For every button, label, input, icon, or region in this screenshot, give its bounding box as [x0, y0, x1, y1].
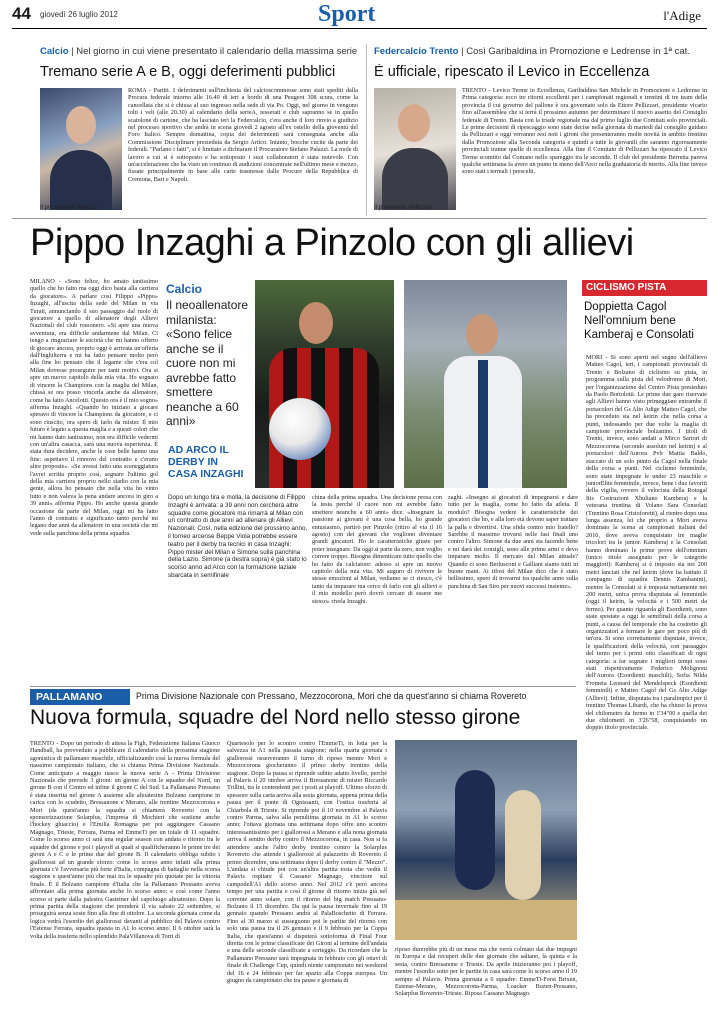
- pallamano-body-col2: Quartesolo per lo scontro contro l'EmmeTi, in lotta per la salvezza in A1 nella passata stagione; nella quarta giornata i giallorossi osserveranno il turno di riposo mentre Mori e Mezzocorona giocheranno il primo derby trentino della stagione. Dopo la pausa si riprende subito adatto livello, perché al Palavis il 20 ottobre arriva il Bressanone di mister Riccardo Trillini, tra le contendenti per i posti ai playoff. Ultimo sforzo di spessore sulla carta arriva alla sesta giornata, appena prima della pausa per il ponte di Ognissanti, con l'ostica trasferta al Chiarbola di Trieste. Si riprende poi il 10 novembre al Palavis contro Parma, salva alla penultima giornata in A1 lo scorso anno; l'ottava giornata una settimana dopo offre uno scontro interessantissimo per i giallorossi a Merano e alla nona giornata arriva il sentito derby contro il Mezzocorona, in casa. Non si fa attendere anche l'altro derby trentino contro la Solarplus Rovereto che attende i giallorossi al palazzetto di Rovereto il primo dicembre, una settimana dopo il derby contro il "Mezzo". L'andata si chiude poi con un'altra partita tosta che vedrà il Palavis ospitare il Cassano Magnago, vincitore sul campodell'A1 dello scorso anno. Nel 2012 c'è però ancora tempo per una partita e così il girone di ritorno inizia già nel corrente anno solare, con il ritorno del big match Pressano-Bolzano il 15 dicembre. Da qui la pausa invernale fino al 19 gennaio quando Pressano andrà al PalaBoschetto di Ferrara. Fino al 30 marzo si susseguono poi le partite del ritorno con solo una pausa tra il 26 gennaio e il 9 febbraio per la Coppa Italia, che quest'anno si disputerà sottoforma di Final Four diretta con le prime classificate dei Gironi al termine dell'andata e una delle seconde classificate a sorteggio. Da ricordare che la Pallamano Pressano sarà impegnata in febbraio con gli ottavi di finale di Challenge Cup, quindi niente campionato nei weekend del 16 e 24 febbraio per far spazio alla Coppa europea. Un giugno da campionato che tra pause e giornata di: [227, 740, 387, 984]
- coach-head-icon: [466, 314, 498, 354]
- top-left-kicker-label: Calcio: [40, 46, 69, 57]
- section-title: Sport: [318, 1, 376, 27]
- court-floor-icon: [395, 900, 577, 940]
- top-left-kicker-rest: | Nel giorno in cui viene presentato il calendario della massima serie: [71, 46, 358, 57]
- pallamano-rule: [30, 686, 576, 687]
- pallamano-body-col3: riposo durerebbe più di un mese ma che verrà colmato dai due impegni in Europa e dai recuperi delle due giornate che saltano, la quinta e la sesta, contro Bressanone e Trieste. Da aprile inizieranno poi i playoff, mentre l'esordio sotto per le partite in casa sarà come lo scorso anno il 19 sempre al Palavis. Prima giornata a 6 squadre: EmmeTi-Forst Brixen, Estense-Merano, Mezzocorona-Parma, Loacker Bozen-Pressano, Solarplus Rovereto-Trieste. Riposa Cassano Magnago.: [395, 946, 577, 998]
- football-icon: [269, 398, 331, 460]
- top-left-photo: [40, 88, 122, 210]
- main-body-col1: MILANO - «Sono felice, ho amato tantissimo quello che ho fatto ma oggi dico basta alla carriera da giocatore». A parlare così Filippo «Pippo» Inzaghi, all'uscita della sede del Milan in via Turati, annunciando il suo passaggio dal ruolo di giocatore a quello di allenatore degli Allievi Nazionali del club rossonero. «Si apre una nuova avventura, era difficile andarmene dal Milan. Ci tengo a ringraziare le società che mi hanno offerto di giocare ancora, proprio oggi è arrivata un'offerta dall'Inghilterra e mi ha fatto pensare molto però alla fine ho pensato che il legame che c'era col Milan dovesse proseguire per tanti motivi. Ora si apre un nuovo capitolo della mia vita. Ho sognato di vincere la Champions con la maglia del Milan, chissà se ora posso vincerla anche da allenatore, come ha fatto Ancelotti. Questo ora è il mio sogno» afferma Inzaghi. «Quando ho iniziato a giocare speravo di vincere la Champions da giocatore, e ci sono riuscito, ora spero di farlo da mister. Il mio futuro è legato a questa maglia e a questi colori che mi hanno dato tantissimo, non era difficile vedermi con un'altra casacca, sarà una nuova esperienza. È stata dura decidere, anche le cose belle hanno una fine: aspettavo il rinnovo del contratto e c'erano altre proposte». «Se avessi fatto una sceneggiatura l'avrei scritta proprio così, segnare l'ultimo gol della mia carriera proprio nello stadio con la mia gente, allora ho pensato che nella vita ho vinto tutto e non valeva la pena andare ancora in giro a 39 anni» afferma Pippo. Ho anche questa grande occasione da parte del Milan, oggi mi ha fatto l'anno di contratto e significano tanto perché mi legano due anni da allenatore in una società che mi vede sulla panchina della prima squadra.: [30, 278, 158, 537]
- top-right-headline: È ufficiale, ripescato il Levico in Eccellenza: [374, 64, 650, 80]
- top-right-kicker: [374, 46, 714, 57]
- pallamano-body-col1: TRENTO - Dopo un periodo di attesa la Figh, Federazione Italiana Giuoco Handball, ha provveduto a pubblicare il calendario della prossima stagione agonistica di pallamano maschile, ufficializzando così la nuova formula del massimo campionato italiano, che si chiama Prima Divisione Nazionale. Come anticipato a maggio nasce la nuova serie A - Prima Divisione Nazionale che prevede 3 gironi: un girone A con le squadre del Nord, un girone B con il Centro ed infine il girone C del Sud. La Pallamano Pressano è stata inserita nel girone A assieme alle altoatesine Bolzano campione in carica con lo scudetto, Bressanone e Merano, alle trentine Mezzocorona e Mori (da quest'anno la squadra si chiamerà Rovereto con la sponsorizzazione Solarplus, l'impresa di Mochieri che sostiene anche l'hockey ghiaccio) e l'Emilia Romagna per poi aggiungere Cassano Magnago, Trieste, Ferrara, Parma ed EmmeTi per un totale di 11 squadre. Come lo scorso anno ci sarà una regular season con andata e ritorno tra le squadre del girone e poi i playoff ai quali si qualificheranno le prime tre dei gironi A e C e le prime due del girone B. Il calendario obbliga subito i giallorossi ad un grande sforzo: come lo scorso anno infatti alla prima giornata c'è l'avversaria più forte d'Italia, compagna di battaglie nella scorsa stagione e quest'anno più che mai tra le squadre più quotate per la vittoria finale. È il Bolzano campione d'Italia che la Pallamano Pressano aveva affrontato alla prima giornata anche lo scorso anno; e così come l'anno scorso si parte dalla palestra Gasteiner del capoluogo altoatesino. Dopo la prima partita della stagione che prenderà il via sabato 22 settembre, si proseguirà senza soste fino alla fine di ottobre. La seconda giornata come da logica vedrà l'esordio dei giallorossi davanti al pubblico del Palavis contro l'Estense Ferrara, squadra questa in A1 lo scorso anno. Il 6 ottobre sarà la volta della trasferta nello splendido PalaVillanova di Torri di: [30, 740, 220, 940]
- player-figure-icon: [505, 790, 541, 900]
- inzaghi-lazio-photo: [404, 280, 567, 488]
- page-date: giovedì 26 luglio 2012: [40, 10, 118, 19]
- page-number: 44: [12, 4, 31, 23]
- header-rule: [12, 28, 707, 29]
- top-column-separator: [366, 44, 367, 216]
- pallamano-band: PALLAMANO: [30, 689, 130, 705]
- top-right-photo: [374, 88, 456, 210]
- top-right-photo-caption: Il presidente Pellizzari: [374, 205, 433, 211]
- pallamano-kicker: Prima Divisione Nazionale con Pressano, Mezzocorona, Mori che da quest'anno si chiama Rovereto: [136, 691, 527, 701]
- top-left-headline: Tremano serie A e B, oggi deferimenti pubblici: [40, 64, 336, 80]
- main-body-col3: china della prima squadra. Una decisione presa con la testa perché il cuore non mi avrebbe fatto smettere neanche a 60 anni» dice. «Insegnare la passione ai giovani è una cosa bella, ho grande entusiasmo, partirò per Pinzolo (ritiro al via il 16 agosto) con dei giovani che vogliono diventare grandi giocatori. Ho le caratteristiche giuste per poter insegnare. Da oggi si parte da zero, non voglio correre troppo. Bisogna dimenticare tutto quello che ho fatto da calciatore: adesso si apre un nuovo capitolo della mia vita. Mi auguro di rivivere le stesse emozioni al Milan, vediamo se ci riesco, c'è tanto da imparare ma cerco di farlo con gli allievi e il mio modello però dovrò cercare di essere me stesso» rivela Inzaghi.: [312, 494, 442, 605]
- portrait-head-icon: [398, 104, 430, 142]
- top-left-photo-caption: Il pm federale Palazzi: [40, 205, 98, 211]
- jacket-stripe-icon: [478, 360, 488, 488]
- main-headline: Pippo Inzaghi a Pinzolo con gli allievi: [30, 222, 634, 264]
- player-figure-icon: [455, 770, 495, 890]
- ciclismo-body: MORI - Si sono aperti nel segno dell'allievo Matteo Cagol, ieri, i campionati provinciali di Trento e Bolzano di ciclismo su pista, in programma sulla pista del velodromo di Mori, per l'organizzazione del Centro Pista presieduto da Paolo Bortolotti. Le prime due gare riservate agli Allievi hanno visto primeggiare entrambe il portacolori del Gs Alto Adige Matteo Cagol, che ha preceduto sia nel keirin che nella corsa a punti, indossando per due volte la maglia di campione provinciale bolzanino. I titoli di Trento, invece, sono andati a Mirco Sartori di Mezzocorona (secondo assoluto nel keirin) e al portacolori dell'Aurora Pvb Mattia Baldo, staccato di un solo punto da Cagol nella finale della corsa a punti. Nel ciclismo femminile, sono state impegnate le under 23 maschile e juniorÉlite femminile, invece, bene i due favoriti della vigilia, ovvero il velocista della Rotogal Itis Costruzioni Xhuliano Kamberaj e la veterana trentina di Volano Sara Consolati (Trentino Rosa Cristoforetti), al rientro dopo una lunga assenza, lei che proprio a Mori aveva dominato la scena ai campionati italiani del 2010, dove aveva conquistato tre maglie tricolori tra le junior. Kamberaj e la Consolati hanno dominato le prime prove dell'omnium (unico titolo assegnato per le categorie maggiori): Kamberaj si è imposto sia nei 200 metri lanciati che nel keirin (dove ha battuto il compagno di squadra Dennis Zambanini), mentre la Consolati si è imposta nettamente nei 200 metri, unica prova disputata al femminile (oggi il keirin, la velocità e i 500 metri da fermo). Per quanto riguarda gli Esordienti, sono state spostate a oggi le semifinali della corsa a punti, a causa del temporale che ha costretto gli organizzatori a fermare le gare per poco più di un'ora. Si sono correttamente disputate, invece, le qualificazioni della velocità, con passaggio del turno per i primi otto classificati di ogni categoria: a far segnare i migliori tempi sono stati rispettivamente Federico Molignoni dell'Aurora (Esordienti maschili), Sofia Nilda Frometa Leonard del Mendelspeck (Esordienti femminili) e Matteo Cagol del Gs Alto Adige (Allievi). Infine, disputata tra i paralimpici per il trentino Thomas Libardi, che ha chiuso la prova del chilometro da fermo in 1'34"00 e quella dei due chilometri in 3'26"58, conquistando un doppio titolo provinciale.: [586, 354, 707, 732]
- top-right-kicker-rest: | Così Garibaldina in Promozione e Ledrense in 1ª cat.: [461, 46, 690, 57]
- portrait-head-icon: [66, 106, 96, 144]
- sidebox-title: AD ARCO IL DERBY IN CASA INZAGHI: [168, 444, 244, 480]
- pullquote-kicker: Calcio: [166, 282, 203, 296]
- top-right-kicker-label: Federcalcio Trento: [374, 46, 459, 57]
- sidebox-body: Dopo un lungo tira e molla, la decisione di Filippo Inzaghi è arrivata: a 39 anni non cercherà altre squadre come giocatore ma rimarrà al Milan con un contratto di due anni ad allenare gli Allievi Nazionali. Così, nella edizione del prossimo anno, il torneo arcense Beppe Viola potrebbe essere teatro per il derby tra tecnici in casa Inzaghi: Pippo mister del Milan e Simone sulla panchina della Lazio. Simone (a destra sopra) è già stato lo scorso anno ad Arco con la formazione laziale sbarcata in semifinale: [168, 494, 308, 579]
- player-head-icon: [299, 302, 333, 344]
- top-right-body: TRENTO - Levico Terme in Eccellenza, Garibaldina San Michele in Promozione e Ledrense in Prima categoria: ecco tre ritorni eccellenti per i campionati regionali e trentini di tre team della provincia il cui governo del pallone è ora governato solo da Ettore Pellizzari, presidente vicario fino all'assemblea che si terrà il prossimo autunno per determinare il nuovo assetto del Consiglio federale di Trento. Basta con la triade regionale ma dal primo luglio due Comitati solo provinciali. Le prime decisioni di ripescaggio sono state decise nella giornata di martedì dal consiglio guidato da Pellizzari e oggi verranno resi noti i gironi che presenteranno molte novità in ambito trentino dalla Promozione alla Seconda categoria e quindi a tutte le giovanili che saranno rigorosamente provinciali tranne quelle di eccellenza. Alla fine il Comitato di Pellizzari ha ripescato il Levico Terme scomitto dal Comano nello spareggio tra le seconde. Il club del presidente Berretta pareva qualche settimana fa avere un punto in meno dell'Arco nella graduatoria di merito. Alla fine invece sono stati i termali i prescelti.: [462, 87, 707, 176]
- handball-photo: [395, 740, 577, 940]
- ciclismo-band: CICLISMO PISTA: [582, 280, 707, 296]
- ciclismo-headline: Doppietta Cagol Nell'omnium bene Kamberaj e Consolati: [584, 301, 694, 341]
- portrait-body-icon: [382, 148, 448, 210]
- portrait-body-icon: [50, 150, 112, 210]
- pullquote: Il neoallenatore milanista: «Sono felice anche se il cuore non mi avrebbe fatto smettere neanche a 60 anni»: [166, 298, 249, 428]
- pallamano-headline: Nuova formula, squadre del Nord nello stesso girone: [30, 706, 521, 729]
- paper-name: l'Adige: [663, 8, 701, 23]
- top-left-body: ROMA - Partiti. I deferimenti sull'inchiesta del calcioscommesse sono stati spediti dalla Procura federale intorno alle 16.40 di ieri a bordo di una Peugeot 308 scura, come la cancellata che si è chiusa al suo ingresso nella sede di via Po. Oggi, nel giorno in vengono tolti i veli (alle 20.30) al calendario della serieA, tesserati e club sapranno se in quello scatolone di cartone, che ha lasciato ieri la Federcalcio, c'era anche il loro rinvio a giudizio nel processo sportivo che andrà in scena giovedì 2 agosto all'ex ostello della gioventù del Foro Italico. Sempre domattina, copia dei deferimenti sarà consegnata anche alla Commissione Disciplinare presieduta da Sergio Artico. Intanto, bocche cucite da parte dei federali. "Parlano i fatti", si è limitato a dichiarare il Procuratore Stefano Palazzi. La mole di lavoro a cui si è sottoposto e ha sottoposto i suoi collaboratori è stata notevole. Con un'accelerazione che ha visto un continuo di audizioni concentrate nell'ultimo mese e mezzo, fissate principalmente in base alle carte trasmesse dalle Procure della Repubblica di Cremona, Bari e Napoli.: [128, 87, 358, 183]
- inzaghi-milan-photo: [255, 280, 394, 488]
- top-left-kicker: [40, 46, 360, 57]
- main-body-col4: zaghi. «Insegno ai giocatori di impegnarsi e dare tutto per la maglia, come ho fatto da atleta. Il modulo? Bisogna vedere le caratteristiche dei giocatori che ho, e alla loro età devono saper trattare la palla e divertirsi. Una sfida contro mio fratello? Sarebbe il massimo trovarsi nelle fasi finali uno contro l'altro. Simone da due anni sta facendo bene e mi darà dei consigli, sono alle prime armi e devo imparare molto. Il mercato del Milan attuale? Quando ci sono Berlusconi e Galliani siamo tutti in buone mani. Ai tifosi del Milan dico che è stato bellissimo, spero di trovarmi tra qualche anno sulla panchina di San Siro per nuovi successi insieme».: [448, 494, 578, 590]
- section-rule: [12, 218, 707, 219]
